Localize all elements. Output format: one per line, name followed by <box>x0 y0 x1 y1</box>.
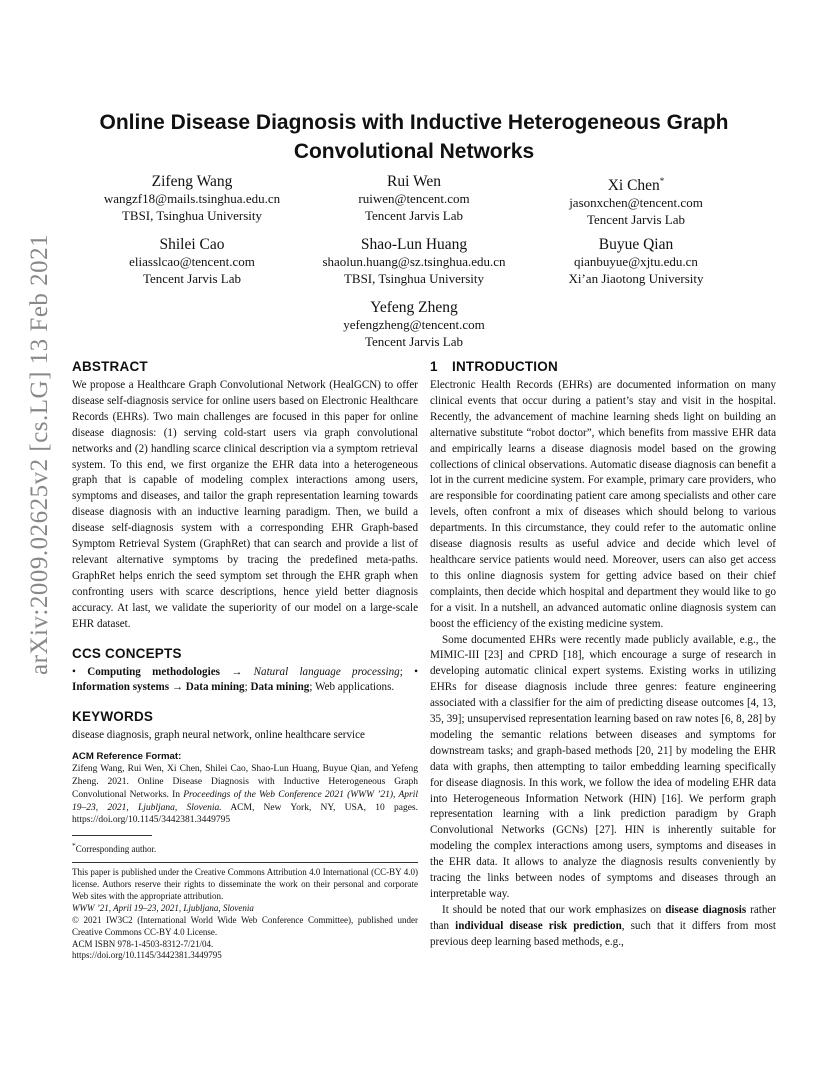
license-doi[interactable]: https://doi.org/10.1145/3442381.3449795 <box>72 950 222 961</box>
author-email[interactable]: jasonxchen@tencent.com <box>569 195 703 211</box>
footnote-rule <box>72 835 152 836</box>
author-block <box>506 235 766 287</box>
introduction-paragraph: Some documented EHRs were recently made publicly available, e.g., the MIMIC-III [23] and CPRD [18], which encourage a surge of research in developing automatic clinical expert systems. Existing works in utilizing EHRs for disease diagnosis include three genres: feature engineering associated with a classifier for the aim of predicting disease outcomes [4, 13, 35, 39]; unsupervised representation learning based on raw notes [6, 8, 28] by modeling the semantic relations between diseases and symptoms for downstream tasks; and graph-based methods [20, 21] by modeling the EHR data with graphs, then attempting to tailor embedding learning specifically for disease diagnosis. In this work, we follow the idea of modeling EHR data into Heterogeneous Information Network (HIN) [16]. We perform graph representation learning with a link prediction paradigm by Graph Convolutional Networks (GCNs) [27]. HIN is inherently suitable for modeling the complex interactions among users, symptoms and diseases in the EHR data. It allows to analyze the diagnosis results conveniently by tracing the links between nodes of symptoms and diseases through an interpretable way. <box>430 633 776 900</box>
author-affiliation: Tencent Jarvis Lab <box>143 270 241 286</box>
author-affiliation: TBSI, Tsinghua University <box>121 207 263 223</box>
introduction-heading: 1 INTRODUCTION <box>430 359 558 374</box>
author-affiliation: Tencent Jarvis Lab <box>587 211 685 227</box>
abstract-text: We propose a Healthcare Graph Convolutional Network (HealGCN) to offer disease self-diagnosis service for online users based on Electronic Healthcare Records (EHRs). Two main challenges are focused in this paper for online disease diagnosis: (1) serving cold-start users via graph convolutional networks and (2) handling scarce clinical description via a symptom retrieval system. To this end, we first organize the EHR data into a heterogeneous graph that is capable of modeling complex interactions among users, symptoms and diseases, and tailor the graph representation learning towards disease diagnosis with an inductive learning paradigm. Then, we build a disease self-diagnosis system with a corresponding EHR Graph-based Symptom Retrieval System (GraphRet) that can search and provide a list of relevant alternative symptoms by tracing the predefined meta-paths. GraphRet helps enrich the seed symptom set through the EHR graph when confronting users with scarce descriptions, hence yield better diagnosis accuracy. At last, we validate the superiority of our model on a large-scale EHR dataset. <box>72 379 418 630</box>
author-block <box>62 172 322 224</box>
author-affiliation: Tencent Jarvis Lab <box>365 207 463 223</box>
author-name: Rui Wen <box>386 173 441 190</box>
license-text: This paper is published under the Creative Commons Attribution 4.0 International (CC-BY 4.0) license. Authors reserve their rights to disseminate the work on their personal and corporate Web sites with the appropriate attribution. <box>72 867 418 901</box>
author-name: Shao-Lun Huang <box>360 236 468 253</box>
author-email[interactable]: wangzf18@mails.tsinghua.edu.cn <box>103 191 281 206</box>
author-name: Shilei Cao <box>159 236 225 253</box>
author-affiliation: TBSI, Tsinghua University <box>343 270 485 286</box>
abstract-heading: ABSTRACT <box>72 359 148 374</box>
right-column <box>430 358 776 951</box>
footnote: *Corresponding author. <box>72 841 157 855</box>
left-column <box>72 358 418 962</box>
keywords-text: disease diagnosis, graph neural network, online healthcare service <box>72 729 365 742</box>
ccs-heading: CCS CONCEPTS <box>72 645 182 661</box>
author-name: Buyue Qian <box>598 236 674 253</box>
author-name: Yefeng Zheng <box>370 299 458 316</box>
introduction-paragraph: Electronic Health Records (EHRs) are documented information on many clinical events that occur during a patient’s stay and visit in the hospital. Recently, the advancement of machine learning sheds light on building an alternative substitute “robot doctor”, which benefits from massive EHR data and empirically learns a disease diagnosis model based on the growing collections of clinical observations. Automatic disease diagnosis can benefit a lot in the current medicine system. For example, primary care providers, who are responsible for coordinating patient care among specialists and other care levels, often confront a mix of diseases which should belong to various departments. In this circumstance, they could refer to the automatic online disease diagnosis results as useful advice and decide which level of healthcare service patients would need. Moreover, users can also get access to this online diagnosis system for getting advice based on their chief complaints, then decide which hospital and department they would like to go for a visit. In a nutshell, an advanced automatic online diagnosis system can boost the efficiency of the existing medicine system. <box>430 379 776 630</box>
corresponding-mark: * <box>659 176 665 186</box>
author-block <box>506 172 766 228</box>
arxiv-identifier: arXiv:2009.02625v2 [cs.LG] 13 Feb 2021 <box>26 233 53 675</box>
introduction-paragraph: It should be noted that our work emphasizes on disease diagnosis rather than individual disease risk prediction, such that it differs from most previous deep learning based methods, e.g., <box>430 903 776 948</box>
license-rule <box>72 862 418 863</box>
paper-title: Online Disease Diagnosis with Inductive Heterogeneous Graph Convolutional Networks <box>99 111 729 163</box>
license-copyright: © 2021 IW3C2 (International World Wide Web Conference Committee), published under Creative Commons CC-BY 4.0 License. <box>72 914 418 937</box>
author-email[interactable]: eliasslcao@tencent.com <box>129 254 255 269</box>
acm-reference-heading: ACM Reference Format: <box>72 751 182 763</box>
author-email[interactable]: qianbuyue@xjtu.edu.cn <box>574 254 698 269</box>
license-venue: WWW ’21, April 19–23, 2021, Ljubljana, Slovenia <box>72 902 254 913</box>
ccs-text: • Computing methodologies → Natural language processing; • Information systems → Data mining; Data mining; Web applications. <box>72 665 418 694</box>
author-block <box>284 172 544 224</box>
author-block <box>62 235 322 287</box>
author-block <box>284 298 544 350</box>
author-affiliation: Xi’an Jiaotong University <box>568 270 704 286</box>
author-email[interactable]: yefengzheng@tencent.com <box>343 317 485 332</box>
keywords-heading: KEYWORDS <box>72 709 154 725</box>
author-name: Xi Chen* <box>607 176 665 195</box>
author-name: Zifeng Wang <box>151 173 233 190</box>
author-block <box>284 235 544 287</box>
license-isbn: ACM ISBN 978-1-4503-8312-7/21/04. <box>72 938 214 949</box>
acm-reference-text: Zifeng Wang, Rui Wen, Xi Chen, Shilei Cao, Shao-Lun Huang, Buyue Qian, and Yefeng Zheng. 2021. Online Disease Diagnosis with Inductive Heterogeneous Graph Convolutional Networks. In Proceedings of the Web Conference 2021 (WWW ’21), April 19–23, 2021, Ljubljana, Slovenia. ACM, New York, NY, USA, 10 pages. https://doi.org/10.1145/3442381.3449795 <box>72 764 418 826</box>
author-email[interactable]: shaolun.huang@sz.tsinghua.edu.cn <box>322 254 506 269</box>
author-affiliation: Tencent Jarvis Lab <box>365 333 463 349</box>
author-email[interactable]: ruiwen@tencent.com <box>358 191 470 206</box>
